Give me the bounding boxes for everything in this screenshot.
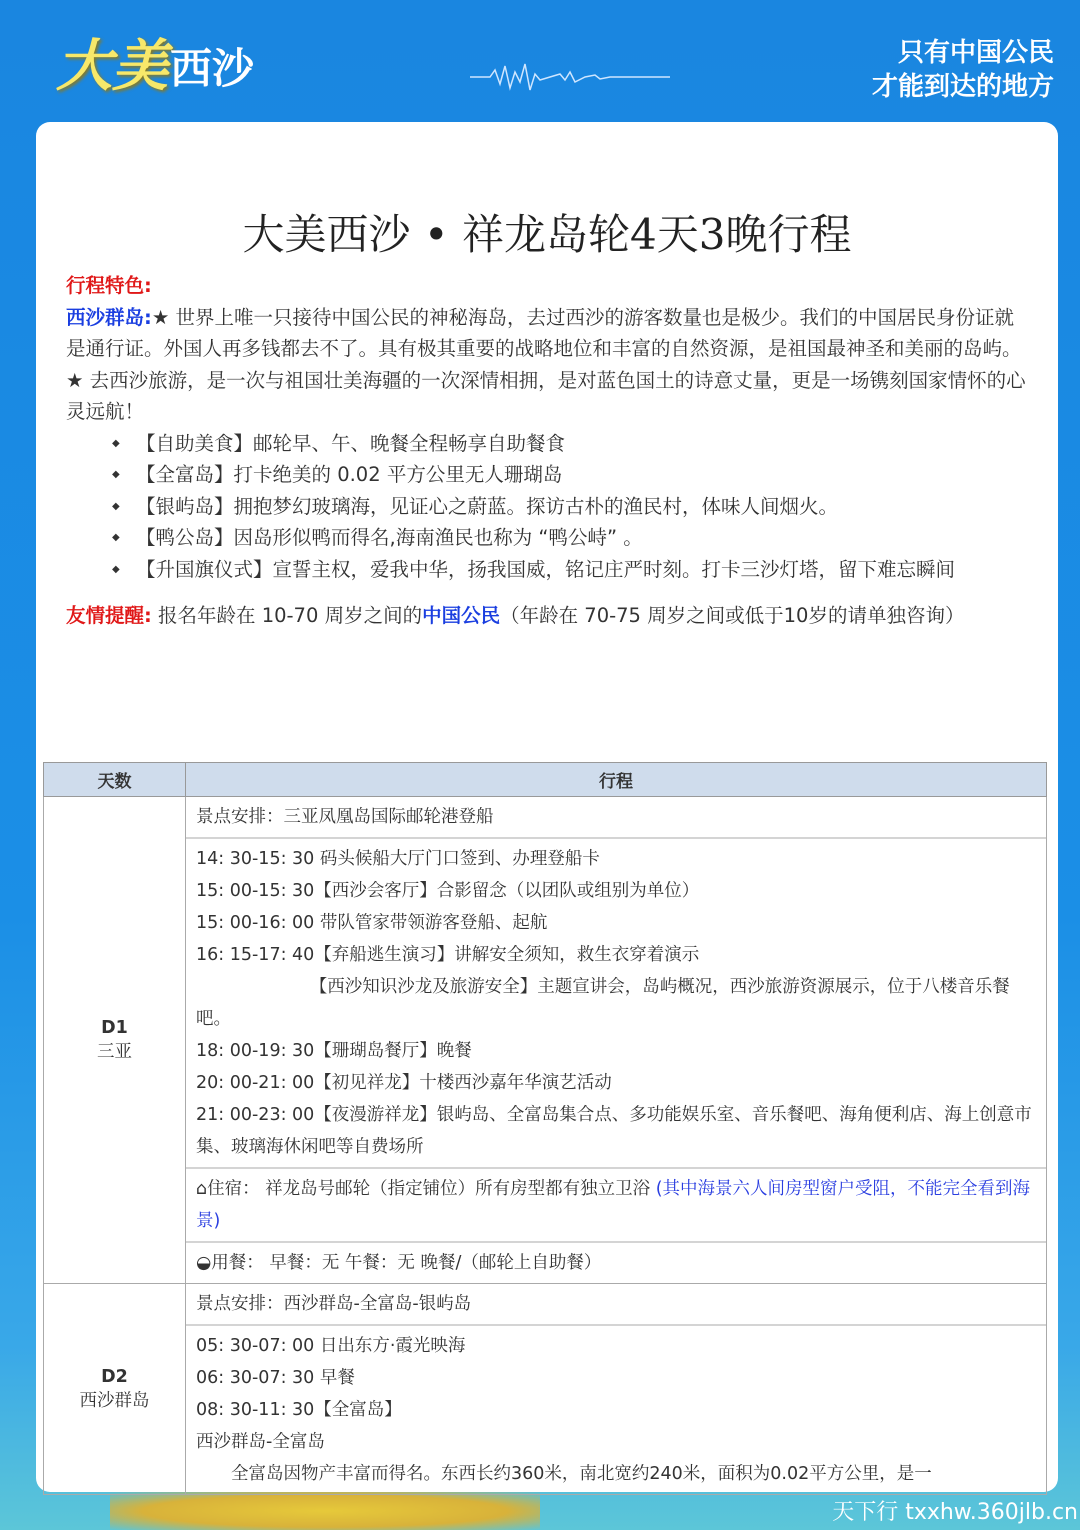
schedule-item: 16: 15-17: 40【弃船逃生演习】讲解安全须知，救生衣穿着演示	[196, 945, 700, 965]
schedule-item: 15: 00-16: 00 带队管家带领游客登船、起航	[196, 913, 548, 933]
schedule-item: 21: 00-23: 00【夜漫游祥龙】银屿岛、全富岛集合点、多功能娱乐室、音乐餐吧、海角便利店、海上创意市集、玻璃海休闲吧等自费场所	[196, 1105, 1032, 1157]
list-item: ◆ 【银屿岛】拥抱梦幻玻璃海，见证心之蔚蓝。探访古朴的渔民村，体味人间烟火。	[112, 491, 1026, 523]
list-item: ◆ 【鸭公岛】因岛形似鸭而得名,海南渔民也称为 “鸭公峙” 。	[112, 522, 1026, 554]
table-row	[44, 1284, 1047, 1495]
schedule-item: 西沙群岛-全富岛	[196, 1432, 325, 1452]
itinerary-card	[36, 122, 1058, 1492]
list-item: ◆ 【全富岛】打卡绝美的 0.02 平方公里无人珊瑚岛	[112, 459, 1026, 491]
logo-part1: 大美	[56, 33, 168, 99]
lodging-note: (其中海景六人间房型窗户受阻，不能完全看到海景)	[196, 1179, 1031, 1231]
schedule-item: 08: 30-11: 30【全富岛】	[196, 1400, 402, 1420]
beach-decoration	[110, 1492, 540, 1530]
schedule-item: 【西沙知识沙龙及旅游安全】主题宣讲会，岛屿概况，西沙旅游资源展示，位于八楼音乐餐吧。	[196, 977, 1010, 1029]
soundwave-decoration	[470, 62, 670, 92]
schedule	[186, 839, 1046, 1169]
sights: 景点安排：三亚凤凰岛国际邮轮港登船	[186, 797, 1046, 839]
schedule-item: 14: 30-15: 30 码头候船大厅门口签到、办理登船卡	[196, 849, 600, 869]
schedule-item: 20: 00-21: 00【初见祥龙】十楼西沙嘉年华演艺活动	[196, 1073, 612, 1093]
reminder	[66, 599, 1026, 633]
features-label: 行程特色:	[66, 274, 152, 297]
schedule-item: 18: 00-19: 30【珊瑚岛餐厅】晚餐	[196, 1041, 472, 1061]
schedule-item: 05: 30-07: 00 日出东方·霞光映海	[196, 1336, 466, 1356]
table-row	[44, 797, 1047, 1284]
islands-label: 西沙群岛:	[66, 305, 152, 329]
schedule-item: 15: 00-15: 30【西沙会客厅】合影留念（以团队或组别为单位）	[196, 881, 700, 901]
bowl-icon: ◒	[196, 1253, 212, 1273]
meals-text: 用餐： 早餐：无 午餐：无 晚餐/（邮轮上自助餐）	[211, 1253, 602, 1273]
slogan-line1: 只有中国公民	[897, 38, 1054, 68]
slogan	[872, 36, 1054, 104]
home-icon: ⌂	[196, 1179, 208, 1199]
reminder-highlight: 中国公民	[422, 604, 501, 627]
reminder-text-2: （年龄在 70-75 周岁之间或低于10岁的请单独咨询）	[500, 604, 965, 627]
schedule	[186, 1326, 1046, 1494]
features-section	[66, 270, 1026, 633]
day-place: 西沙群岛	[79, 1391, 150, 1411]
reminder-text: 报名年龄在 10-70 周岁之间的	[151, 604, 423, 627]
slogan-line2: 才能到达的地方	[871, 72, 1054, 102]
day-details	[186, 797, 1047, 1284]
watermark: 天下行 txxhw.360jlb.cn	[832, 1500, 1078, 1525]
meals	[186, 1243, 1046, 1283]
schedule-item: 全富岛因物产丰富而得名。东西长约360米，南北宽约240米，面积为0.02平方公里，是一	[196, 1464, 932, 1484]
logo-part2: 西沙	[170, 44, 255, 93]
day-details	[186, 1284, 1047, 1495]
day-place: 三亚	[97, 1042, 132, 1062]
itinerary-table	[43, 762, 1047, 1495]
header-itinerary: 行程	[186, 763, 1047, 797]
day-number: D2	[101, 1367, 128, 1387]
lodging-text: 住宿： 祥龙岛号邮轮（指定铺位）所有房型都有独立卫浴	[207, 1179, 656, 1199]
reminder-label: 友情提醒:	[66, 604, 152, 627]
list-item: ◆ 【升国旗仪式】宣誓主权，爱我中华，扬我国威，铭记庄严时刻。打卡三沙灯塔，留下难忘瞬间	[112, 554, 1026, 586]
schedule-item: 06: 30-07: 30 早餐	[196, 1368, 355, 1388]
travel-text: ★ 去西沙旅游，是一次与祖国壮美海疆的一次深情相拥，是对蓝色国土的诗意丈量，更是一场镌刻国家情怀的心灵远航！	[66, 368, 1026, 423]
islands-text: ★ 世界上唯一只接待中国公民的神秘海岛，去过西沙的游客数量也是极少。我们的中国居民身份证就是通行证。外国人再多钱都去不了。具有极其重要的战略地位和丰富的自然资源，是祖国最神圣和美丽的岛屿。	[66, 305, 1022, 360]
day-cell	[44, 797, 186, 1284]
page-title: 大美西沙 • 祥龙岛轮4天3晚行程	[242, 210, 852, 259]
header-days: 天数	[44, 763, 186, 797]
list-item: ◆ 【自助美食】邮轮早、午、晚餐全程畅享自助餐食	[112, 428, 1026, 460]
feature-list	[112, 428, 1026, 586]
day-number: D1	[101, 1018, 128, 1038]
sights: 景点安排：西沙群岛-全富岛-银屿岛	[186, 1284, 1046, 1326]
day-cell	[44, 1284, 186, 1495]
logo	[56, 22, 254, 102]
lodging	[186, 1169, 1046, 1243]
